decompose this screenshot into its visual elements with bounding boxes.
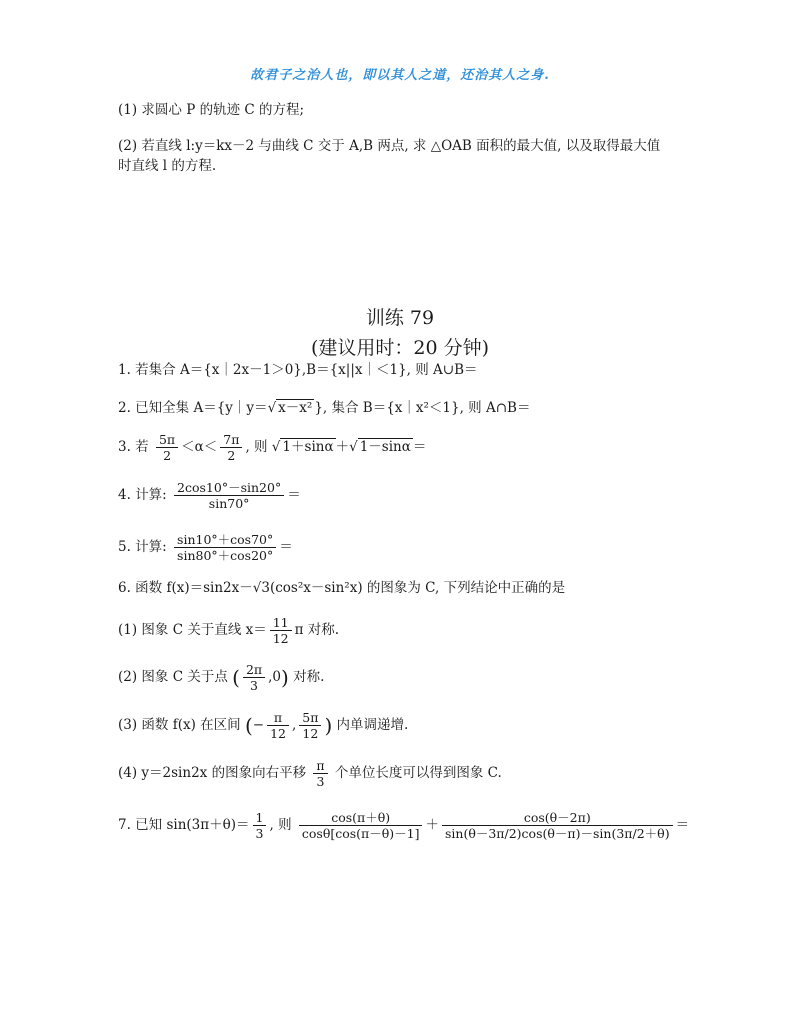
problem-6-option-4 <box>118 758 502 789</box>
paren-left: ( <box>232 665 240 690</box>
denominator: 12 <box>302 726 319 741</box>
paren-left: ( <box>244 713 253 738</box>
problem-3 <box>118 432 426 463</box>
problem-4 <box>118 480 301 511</box>
fraction <box>299 810 423 841</box>
numerator: π <box>313 758 327 774</box>
problem-5-pre: 5. 计算: <box>118 539 167 555</box>
numerator: sin10°＋cos70° <box>174 532 276 548</box>
fraction <box>313 758 327 789</box>
denominator: 3 <box>250 678 258 693</box>
fraction <box>270 615 292 646</box>
text: 内单调递增. <box>336 717 409 733</box>
fraction <box>156 432 178 463</box>
radicand: 1－sinα <box>359 439 411 455</box>
denominator: 12 <box>272 631 289 646</box>
problem-6-option-1 <box>118 615 339 646</box>
denominator: cosθ[cos(π－θ)－1] <box>301 826 420 841</box>
radicand: 1＋sinα <box>282 439 334 455</box>
numerator: 5π <box>156 432 178 448</box>
text: ＋√ <box>335 439 358 455</box>
numerator: 2cos10°－sin20° <box>174 480 284 496</box>
fraction <box>220 432 242 463</box>
numerator: π <box>267 710 289 726</box>
numerator: 2π <box>243 662 265 678</box>
fraction <box>174 532 276 563</box>
text: (1) 图象 C 关于直线 x＝ <box>118 622 267 638</box>
denominator: 2 <box>227 448 236 463</box>
prev-question-2b: 时直线 l 的方程. <box>118 158 217 174</box>
problem-1: 1. 若集合 A＝{x｜2x－1＞0},B＝{x||x｜＜1}, 则 A∪B＝ <box>118 362 478 378</box>
fraction <box>174 480 284 511</box>
problem-6: 6. 函数 f(x)＝sin2x－√3(cos²x－sin²x) 的图象为 C, 下列结论中正确的是 <box>118 580 566 596</box>
text: (4) y＝2sin2x 的图象向右平移 <box>118 765 307 781</box>
section-subtitle: (建议用时：20 分钟) <box>310 337 490 359</box>
text: 对称. <box>293 669 325 685</box>
problem-2 <box>118 398 530 418</box>
problem-7 <box>118 810 689 841</box>
denominator: sin70° <box>208 496 250 511</box>
denominator: 3 <box>316 774 325 789</box>
text: 7. 已知 sin(3π＋θ)＝ <box>118 817 250 833</box>
fraction <box>299 710 321 741</box>
fraction <box>267 710 289 741</box>
denominator: 3 <box>255 826 264 841</box>
fraction <box>442 810 673 841</box>
equals: ＝ <box>412 439 427 455</box>
paren-right: ) <box>324 713 333 738</box>
equals: ＝ <box>287 487 301 503</box>
denominator: 2 <box>163 448 172 463</box>
numerator: 5π <box>299 710 321 726</box>
problem-2-radicand: x－x² <box>278 400 313 416</box>
problem-5 <box>118 532 293 563</box>
sqrt-sign: √ <box>267 400 277 416</box>
numerator: cos(θ－2π) <box>442 810 673 826</box>
text: (2) 图象 C 关于点 <box>118 669 228 685</box>
text: π 对称. <box>294 622 340 638</box>
plus: ＋ <box>425 817 439 833</box>
section-title: 训练 79 <box>365 307 435 329</box>
numerator: 11 <box>270 615 292 631</box>
paren-right: ) <box>281 665 289 690</box>
problem-2-post: }, 集合 B＝{x｜x²＜1}, 则 A∩B＝ <box>314 400 531 416</box>
fraction <box>253 810 267 841</box>
text: 个单位长度可以得到图象 C. <box>334 765 502 781</box>
numerator: cos(π＋θ) <box>299 810 423 826</box>
equals: ＝ <box>675 817 690 833</box>
problem-2-pre: 2. 已知全集 A＝{y｜y＝ <box>118 400 268 416</box>
denominator: sin(θ－3π/2)cos(θ－π)－sin(3π/2＋θ) <box>444 826 670 841</box>
text: , 则 √ <box>245 439 281 455</box>
problem-4-pre: 4. 计算: <box>118 487 167 503</box>
problem-6-option-2 <box>118 662 324 693</box>
text: (3) 函数 f(x) 在区间 <box>118 717 241 733</box>
denominator: sin80°＋cos20° <box>177 548 274 563</box>
fraction <box>243 662 265 693</box>
denominator: 12 <box>270 726 286 741</box>
prev-question-2a: (2) 若直线 l:y＝kx－2 与曲线 C 交于 A,B 两点, 求 △OAB 面积的最大值, 以及取得最大值 <box>118 138 661 154</box>
equals: ＝ <box>279 539 293 555</box>
problem-3-pre: 3. 若 <box>118 439 149 455</box>
numerator: 1 <box>253 810 267 826</box>
prev-question-1: (1) 求圆心 P 的轨迹 C 的方程; <box>118 102 305 118</box>
problem-6-option-3: (3) 函数 f(x) 在区间 (− $\frac{\pi}{12}$ , $\frac{5\pi}{12}$ ) 内单调递增. <box>118 710 409 741</box>
text: , 则 <box>269 817 292 833</box>
numerator: 7π <box>220 432 242 448</box>
header-motto: 故君子之治人也，即以其人之道，还治其人之身. <box>250 68 550 83</box>
text: ,0 <box>268 669 281 685</box>
inequality: ＜α＜ <box>181 439 218 455</box>
